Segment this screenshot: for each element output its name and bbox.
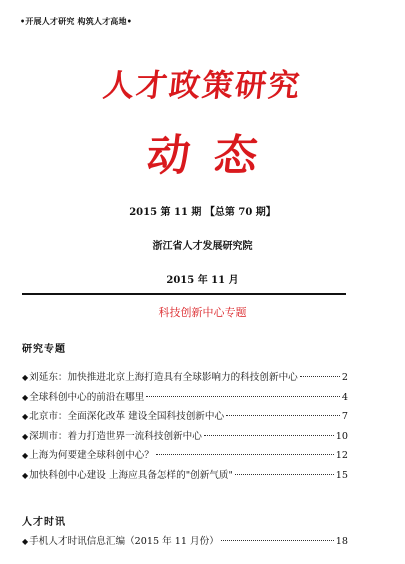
toc-item-title: 加快科创中心建设 上海应具备怎样的"创新气质" <box>29 469 233 481</box>
toc-item[interactable] <box>22 533 348 553</box>
dot-leader <box>204 435 334 436</box>
toc-item-title: 全球科创中心的前沿在哪里 <box>29 391 145 403</box>
dot-leader <box>235 474 334 475</box>
toc-item-title: 刘延东：加快推进北京上海打造具有全球影响力的科技创新中心 <box>29 372 298 383</box>
toc-item[interactable] <box>22 467 348 487</box>
toc-item-page: 18 <box>335 536 348 547</box>
dot-leader <box>226 415 340 416</box>
diamond-bullet-icon: ◆ <box>22 451 29 460</box>
toc-item-page: 12 <box>335 450 348 461</box>
masthead-title: 人才政策研究 <box>101 68 304 104</box>
special-topic-banner: 科技创新中心专题 <box>158 306 247 319</box>
publisher-name: 浙江省人才发展研究院 <box>152 241 253 252</box>
tagline: •开展人才研究 构筑人才高地• <box>20 16 133 26</box>
toc-item-page: 4 <box>341 391 348 403</box>
toc-item-title: 北京市：全面深化改革 建设全国科技创新中心 <box>29 411 225 422</box>
diamond-bullet-icon: ◆ <box>22 470 29 480</box>
section-heading-news: 人才时讯 <box>22 517 66 528</box>
diamond-bullet-icon: ◆ <box>22 412 29 421</box>
toc-item-title: 手机人才时讯信息汇编（2015 年 11 月份） <box>29 536 219 547</box>
dot-leader <box>156 454 334 455</box>
diamond-bullet-icon: ◆ <box>22 392 29 402</box>
toc-item-page: 7 <box>341 411 348 422</box>
dot-leader <box>300 376 340 377</box>
masthead-subtitle: 动态 <box>144 131 284 181</box>
toc-list-research <box>22 369 348 486</box>
toc-item[interactable] <box>22 428 348 448</box>
divider-rule <box>22 293 346 295</box>
dot-leader <box>221 540 334 541</box>
dot-leader <box>146 396 340 397</box>
toc-item[interactable] <box>22 447 348 467</box>
toc-item-title: 深圳市：着力打造世界一流科技创新中心 <box>29 430 202 442</box>
diamond-bullet-icon: ◆ <box>22 537 29 546</box>
toc-item[interactable] <box>22 389 348 409</box>
toc-item[interactable] <box>22 369 348 389</box>
diamond-bullet-icon: ◆ <box>22 431 29 441</box>
section-heading-research: 研究专题 <box>22 344 66 355</box>
toc-list-news <box>22 533 348 553</box>
toc-item-page: 2 <box>341 372 348 383</box>
toc-item-page: 15 <box>335 469 348 481</box>
toc-item-page: 10 <box>335 430 348 442</box>
issue-number: 2015 第 11 期 【总第 70 期】 <box>129 207 276 218</box>
toc-item-title: 上海为何要建全球科创中心？ <box>29 450 154 461</box>
diamond-bullet-icon: ◆ <box>22 373 29 382</box>
toc-item[interactable] <box>22 408 348 428</box>
publication-date: 2015 年 11 月 <box>166 275 239 286</box>
